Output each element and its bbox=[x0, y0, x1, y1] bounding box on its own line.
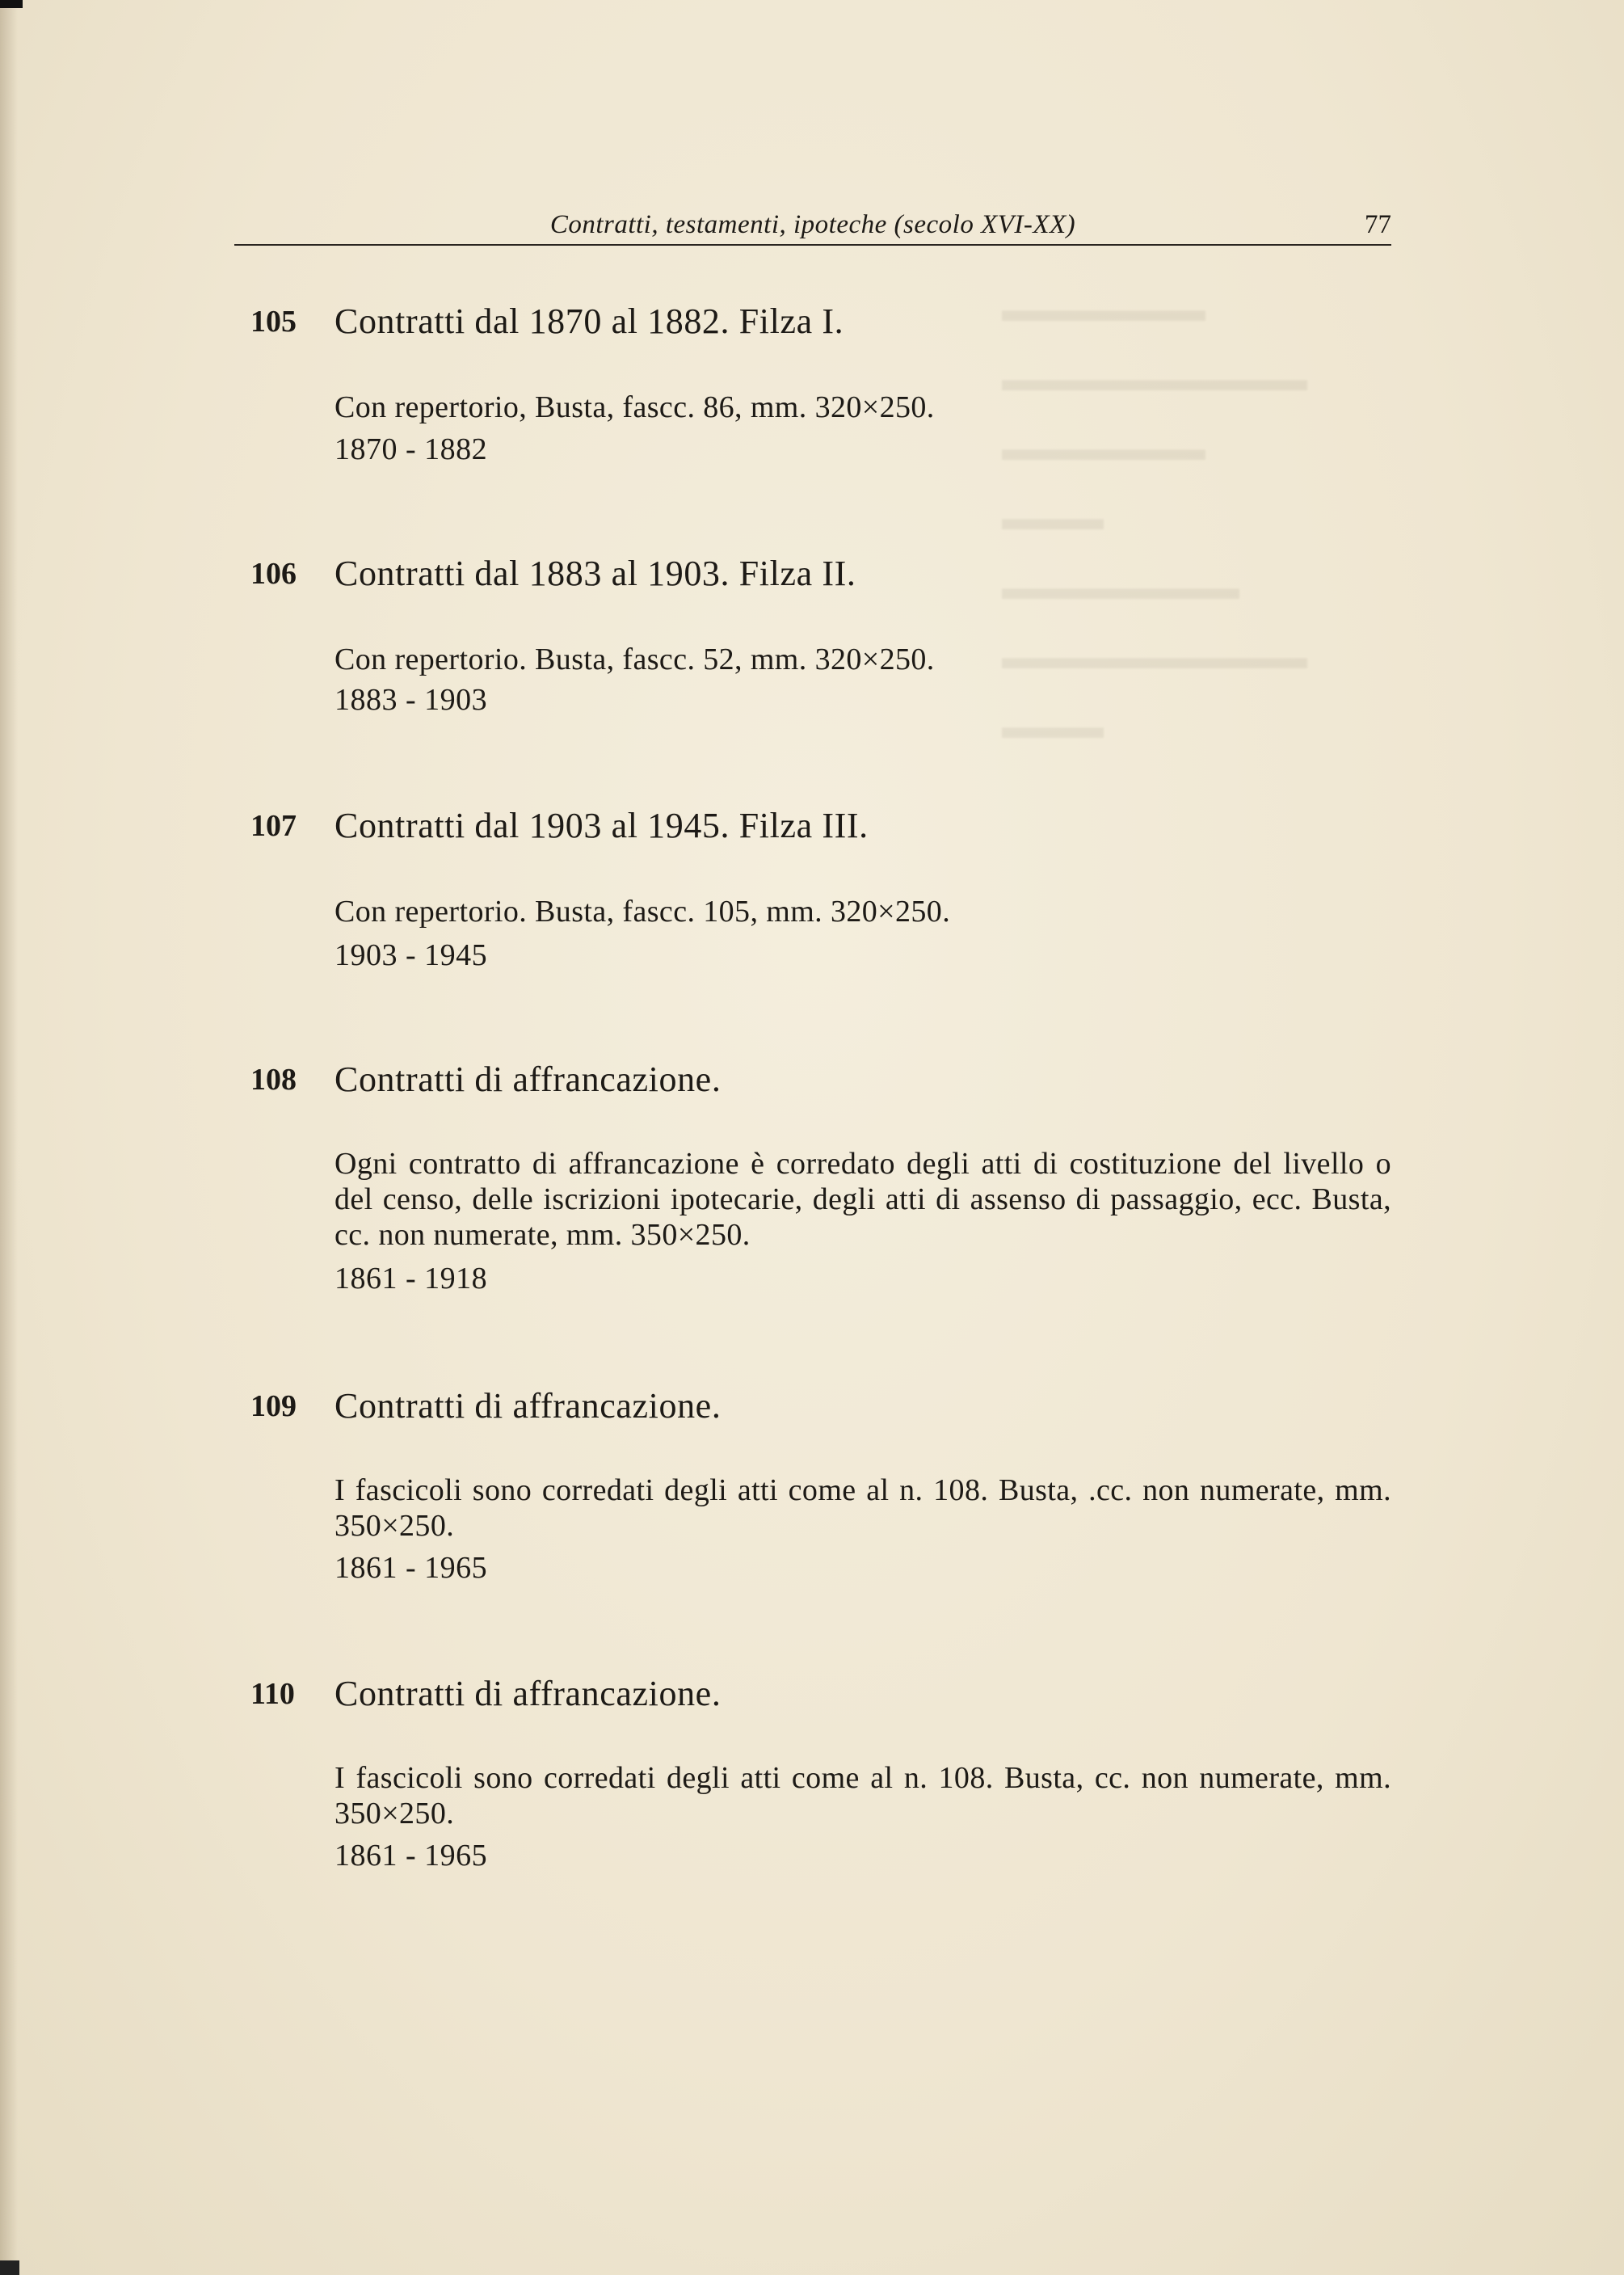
corner-mark-bottom bbox=[0, 2260, 19, 2275]
entry-date-range: 1883 - 1903 bbox=[334, 683, 488, 717]
entry-number: 107 bbox=[250, 809, 297, 843]
page-number: 77 bbox=[1365, 210, 1391, 239]
entry-date-range: 1870 - 1882 bbox=[334, 432, 488, 466]
entry-description: Con repertorio. Busta, fascc. 105, mm. 320×250. bbox=[334, 895, 951, 929]
entry-description: Ogni contratto di affrancazione è corredato degli atti di costituzione del livello o del censo, delle iscrizioni ipotecarie, degli atti di assenso di passaggio, ecc. Busta, cc. non numerate, mm. 350×250. bbox=[334, 1147, 1391, 1252]
entry-date-range: 1861 - 1918 bbox=[334, 1262, 488, 1295]
entry-title: Contratti dal 1870 al 1882. Filza I. bbox=[334, 301, 844, 341]
running-header bbox=[234, 204, 1391, 246]
running-title: Contratti, testamenti, ipoteche (secolo XVI-XX) bbox=[549, 210, 1076, 239]
entry-date-range: 1903 - 1945 bbox=[334, 938, 488, 972]
entry-number: 109 bbox=[250, 1389, 297, 1423]
entry-number: 106 bbox=[250, 557, 297, 591]
entry-title: Contratti dal 1903 al 1945. Filza III. bbox=[334, 806, 869, 845]
entry-date-range: 1861 - 1965 bbox=[334, 1839, 488, 1873]
show-through-texture: ▬▬▬▬▬▬ ▬▬▬▬▬▬▬▬▬ ▬▬▬▬▬▬ ▬▬▬ ▬▬▬▬▬▬▬ ▬▬▬▬▬▬▬▬▬ ▬▬▬ bbox=[1002, 292, 1307, 746]
entry-number: 108 bbox=[250, 1063, 297, 1097]
entry-title: Contratti dal 1883 al 1903. Filza II. bbox=[334, 554, 856, 593]
corner-mark bbox=[0, 0, 23, 8]
entry-title: Contratti di affrancazione. bbox=[334, 1060, 722, 1099]
entry-description: I fascicoli sono corredati degli atti come al n. 108. Busta, cc. non numerate, mm. 350×250. bbox=[334, 1761, 1391, 1831]
entry-date-range: 1861 - 1965 bbox=[334, 1551, 488, 1585]
entry-description: I fascicoli sono corredati degli atti come al n. 108. Busta, .cc. non numerate, mm. 350×250. bbox=[334, 1473, 1391, 1543]
entry-description: Con repertorio. Busta, fascc. 52, mm. 320×250. bbox=[334, 642, 935, 676]
entry-number: 110 bbox=[250, 1677, 295, 1711]
entry-title: Contratti di affrancazione. bbox=[334, 1386, 722, 1426]
entry-title: Contratti di affrancazione. bbox=[334, 1674, 722, 1713]
entry-number: 105 bbox=[250, 305, 297, 339]
spine-shadow bbox=[0, 0, 18, 2275]
entry-description: Con repertorio, Busta, fascc. 86, mm. 320×250. bbox=[334, 390, 935, 424]
